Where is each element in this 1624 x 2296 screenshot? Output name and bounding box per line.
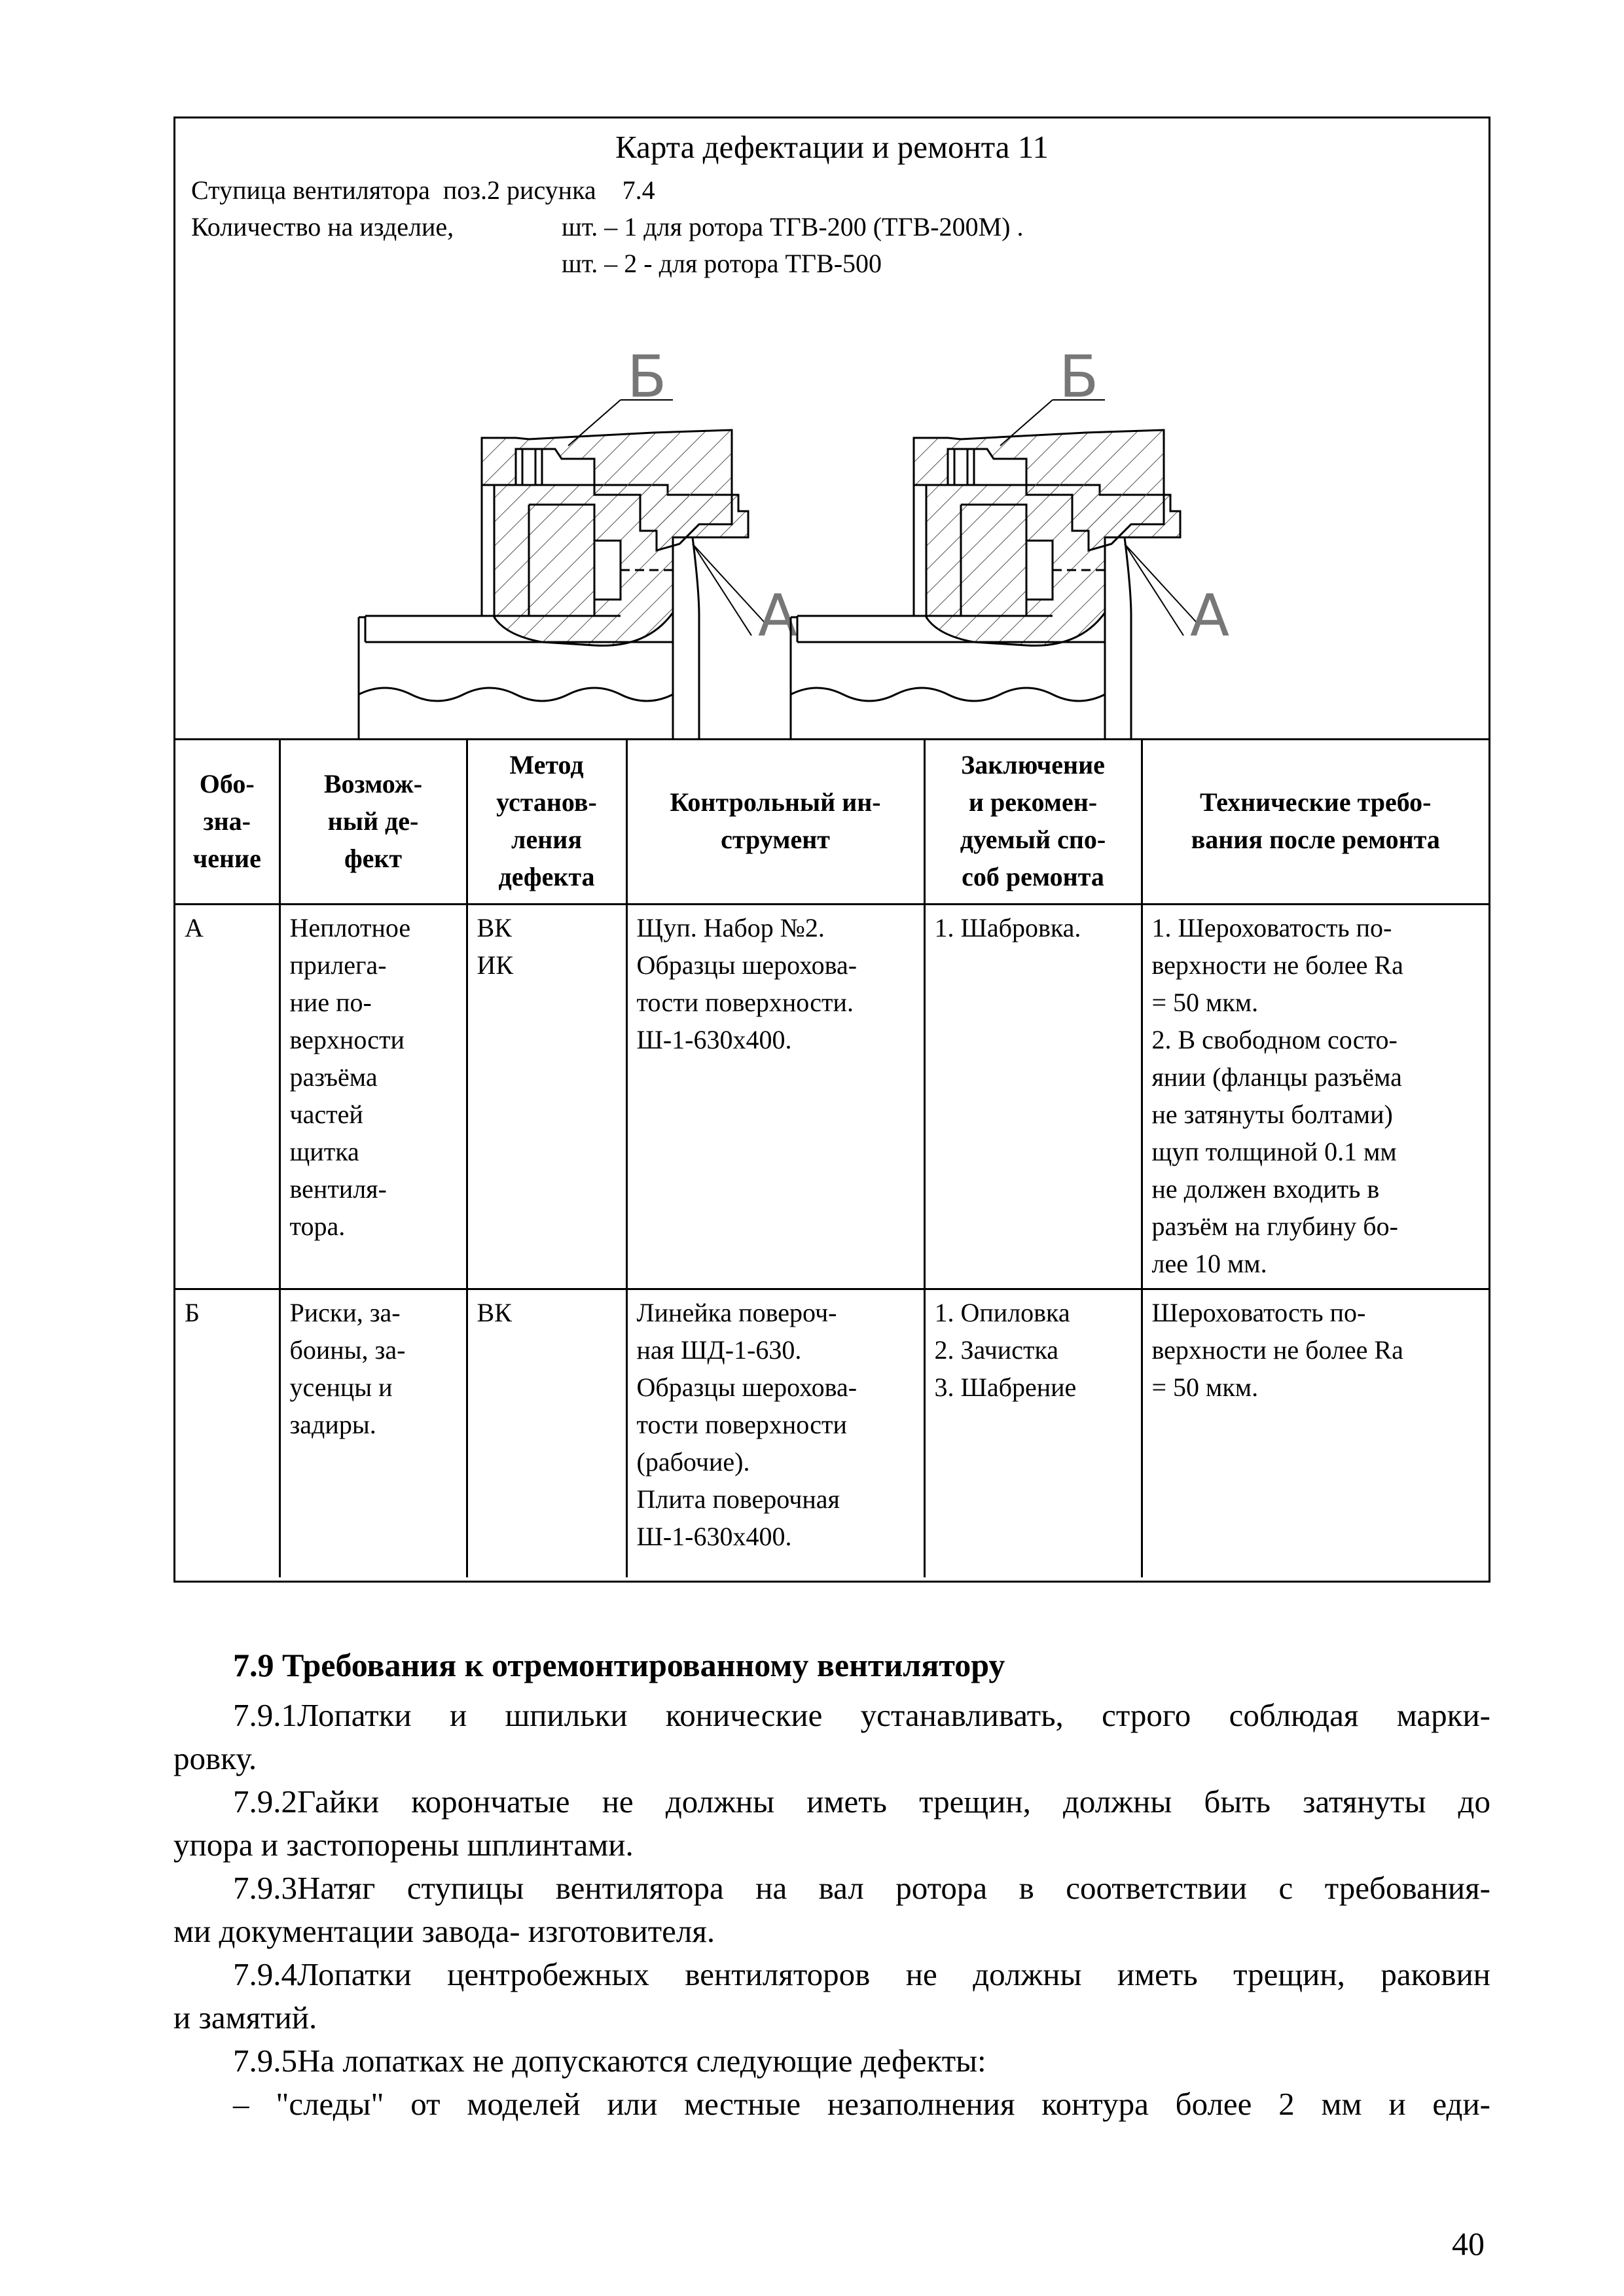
cell-line: зна- [203,806,251,836]
paragraph-line: ровку. [173,1740,257,1776]
cell-line: Метод [509,750,584,780]
cell-line: вания после ремонта [1191,825,1440,854]
paragraph-line: 7.9.3Натяг ступицы вентилятора на вал ротора в соответствии с требования- [233,1870,1490,1906]
cell-requirements [1142,1289,1489,1577]
paragraph-line: 7.9.4Лопатки центробежных вентиляторов не должны иметь трещин, раковин [233,1956,1490,1992]
cell-line: не затянуты болтами) [1151,1100,1393,1129]
cell-line: задиры. [289,1410,376,1439]
quantity-value-2: шт. – 2 - для ротора ТГВ-500 [562,249,882,278]
hub-drawing-left [359,400,765,738]
table-row [175,1289,1489,1577]
cell-line: дефекта [498,862,595,891]
cell-line: прилега- [289,950,387,980]
label-a-right: А [1190,582,1230,649]
cell-line: и рекомен- [968,787,1098,817]
cell-line: верхности не более Ra [1151,950,1403,980]
column-header-designation [175,738,280,905]
cell-line: Риски, за- [289,1298,401,1327]
cell-line: = 50 мкм. [1151,988,1259,1017]
cell-line: (рабочие). [636,1447,750,1477]
cell-method [467,1289,626,1577]
hub-section-drawings [175,118,1489,738]
cell-line: вентиля- [289,1174,387,1204]
cell-line: = 50 мкм. [1151,1372,1259,1402]
column-header-method [467,738,626,905]
paragraph [173,1953,1490,2039]
paragraph [173,2083,1490,2126]
paragraph-line: и замятий. [173,2000,317,2036]
cell-line: Технические требо- [1199,787,1432,817]
cell-tool [626,905,924,1289]
cell-requirements [1142,905,1489,1289]
card-title: Карта дефектации и ремонта 11 [615,129,1049,165]
page-number: 40 [1452,2225,1485,2262]
cell-line: Заключение [961,750,1105,780]
cell-line: Образцы шерохова- [636,950,857,980]
table-row [175,905,1489,1289]
paragraph-line: упора и застопорены шплинтами. [173,1827,634,1863]
cell-line: лее 10 мм. [1151,1249,1267,1278]
cell-line: 1. Опиловка [934,1298,1070,1327]
cell-line: Возмож- [323,768,423,798]
cell-method [467,905,626,1289]
cell-defect [280,1289,467,1577]
paragraph-line: ми документации завода- изготовителя. [173,1913,715,1949]
cell-line: струмент [721,825,830,854]
cell-line: 1. Шабровка. [934,913,1081,942]
cell-line: Плита поверочная [636,1484,840,1514]
label-b-right: Б [1059,343,1099,410]
cell-line: Обо- [199,768,255,798]
cell-line: ный де- [327,806,419,836]
cell-line: разъём на глубину бо- [1151,1211,1398,1241]
column-header-tool [626,738,924,905]
cell-line: разъёма [289,1062,378,1092]
card-header [175,118,1489,740]
cell-line: Ш-1-630х400. [636,1025,792,1054]
cell-line: установ- [496,787,597,817]
table-header-row [175,738,1489,905]
paragraph-line: 7.9.2Гайки корончатые не должны иметь трещин, должны быть затянуты до [233,1784,1490,1820]
label-b-left: Б [627,343,667,410]
cell-line: Щуп. Набор №2. [636,913,825,942]
paragraph-line: 7.9.1Лопатки и шпильки конические устанавливать, строго соблюдая марки- [233,1697,1490,1733]
cell-line: частей [289,1100,363,1129]
quantity-value-1: шт. – 1 для ротора ТГВ-200 (ТГВ-200М) . [562,212,1024,242]
cell-line: верхности [289,1025,405,1054]
cell-line: ления [511,825,582,854]
cell-line: Линейка повероч- [636,1298,837,1327]
column-header-requirements [1142,738,1489,905]
cell-repair [924,1289,1142,1577]
label-a-left: А [758,582,798,649]
cell-line: ВК [477,913,512,942]
paragraph-line: 7.9.5На лопатках не допускаются следующие дефекты: [233,2043,986,2079]
hub-drawing-right [791,400,1197,738]
cell-line: янии (фланцы разъёма [1151,1062,1402,1092]
cell-line: дуемый спо- [960,825,1106,854]
cell-line: ная ШД-1-630. [636,1335,802,1365]
quantity-label: Количество на изделие, [191,212,454,242]
cell-line: боины, за- [289,1335,406,1365]
part-name-line: Ступица вентилятора поз.2 рисунка 7.4 [191,175,655,205]
cell-line: ВК [477,1298,512,1327]
paragraph [173,2039,1490,2083]
paragraph [173,1780,1490,1867]
cell-line: Шероховатость по- [1151,1298,1366,1327]
cell-line: 3. Шабрение [934,1372,1077,1402]
cell-repair [924,905,1142,1289]
cell-line: ИК [477,950,514,980]
paragraph [173,1694,1490,1780]
cell-line: Ш-1-630х400. [636,1522,792,1551]
cell-line: 2. В свободном состо- [1151,1025,1398,1054]
cell-line: щуп толщиной 0.1 мм [1151,1137,1397,1166]
paragraph [173,1867,1490,1953]
cell-line: Контрольный ин- [670,787,881,817]
cell-line: Неплотное [289,913,411,942]
cell-line: тости поверхности. [636,988,854,1017]
cell-line: тора. [289,1211,346,1241]
defect-table [175,738,1489,1577]
cell-defect [280,905,467,1289]
cell-line: ние по- [289,988,372,1017]
cell-line: 2. Зачистка [934,1335,1059,1365]
section-title: 7.9 Требования к отремонтированному вентилятору [233,1647,1005,1683]
cell-line: чение [192,843,261,873]
cell-line: соб ремонта [962,862,1104,891]
cell-line: 1. Шероховатость по- [1151,913,1392,942]
cell-designation: Б [175,1289,280,1577]
cell-line: верхности не более Ra [1151,1335,1403,1365]
cell-line: тости поверхности [636,1410,847,1439]
cell-line: не должен входить в [1151,1174,1380,1204]
cell-line: фект [344,843,403,873]
cell-line: усенцы и [289,1372,393,1402]
defect-card [173,117,1490,1583]
cell-designation: А [175,905,280,1289]
paragraph-line: – "следы" от моделей или местные незаполнения контура более 2 мм и еди- [233,2086,1490,2122]
cell-line: Образцы шерохова- [636,1372,857,1402]
column-header-repair [924,738,1142,905]
column-header-defect [280,738,467,905]
cell-tool [626,1289,924,1577]
cell-line: щитка [289,1137,359,1166]
